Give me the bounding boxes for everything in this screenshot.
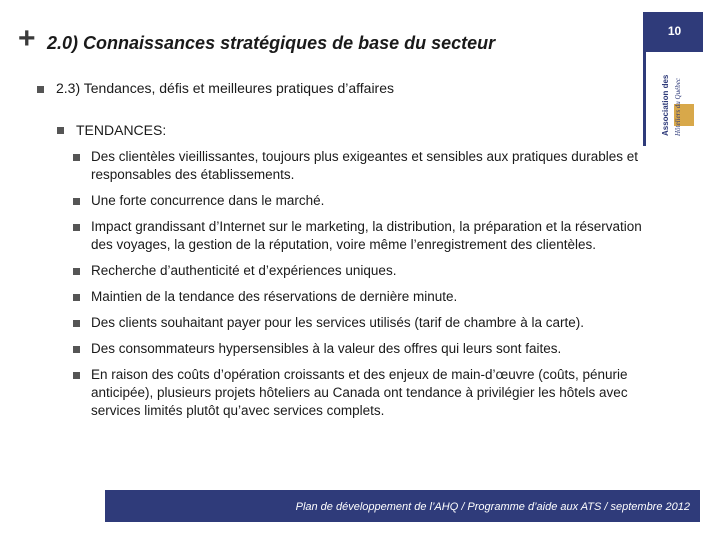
bullet-icon [73, 346, 80, 353]
footer-text: Plan de développement de l’AHQ / Programme d’aide aux ATS / septembre 2012 [295, 501, 690, 513]
list-item [70, 192, 650, 210]
bullet-level2-icon [57, 127, 64, 134]
section-plus-marker: + [18, 22, 36, 55]
slide-title: 2.0) Connaissances stratégiques de base du secteur [47, 33, 496, 53]
tendances-label: TENDANCES [76, 122, 163, 138]
list-item [70, 262, 650, 280]
logo-text-line2: Hôteliers du Québec [674, 78, 682, 136]
bullet-level1-icon [37, 86, 44, 93]
tendances-colon: : [162, 122, 167, 138]
list-item-text: Recherche d’authenticité et d’expériences uniques. [91, 263, 397, 278]
bullet-icon [73, 320, 80, 327]
bullet-icon [73, 154, 80, 161]
association-logo [654, 56, 698, 142]
list-item-text: Impact grandissant d’Internet sur le marketing, la distribution, la préparation et la réservation des voyages, la gestion de la réputation, voire même l’enregistrement des clientèles. [91, 219, 642, 252]
list-item-text: En raison des coûts d’opération croissants et des enjeux de main-d’œuvre (coûts, pénurie anticipée), plusieurs projets hôteliers au Canada ont tendance à privilégier les hôtels avec services limités plutôt qu’avec services complets. [91, 367, 628, 418]
list-item-text: Des consommateurs hypersensibles à la valeur des offres qui leurs sont faites. [91, 341, 562, 356]
list-item-text: Des clients souhaitant payer pour les services utilisés (tarif de chambre à la carte). [91, 315, 584, 330]
bullet-icon [73, 294, 80, 301]
list-item [70, 340, 650, 358]
list-item [70, 366, 650, 420]
list-item-text: Maintien de la tendance des réservations de dernière minute. [91, 289, 458, 304]
list-item [70, 148, 650, 184]
list-item [70, 288, 650, 306]
list-item [70, 314, 650, 332]
logo-text-line1: Association des [661, 74, 670, 136]
bullet-icon [73, 268, 80, 275]
tendances-heading [76, 122, 166, 138]
logo-panel [643, 12, 706, 146]
section-subtitle: 2.3) Tendances, défis et meilleures pratiques d’affaires [56, 80, 395, 96]
bullet-icon [73, 198, 80, 205]
bullet-icon [73, 224, 80, 231]
list-item [70, 218, 650, 254]
list-item-text: Des clientèles vieillissantes, toujours plus exigeantes et sensibles aux pratiques durables et responsables des établissements. [91, 149, 639, 182]
list-item-text: Une forte concurrence dans le marché. [91, 193, 325, 208]
trends-list [70, 146, 650, 420]
slide-number: 10 [667, 24, 682, 38]
footer-bar [105, 490, 700, 522]
bullet-icon [73, 372, 80, 379]
slide-number-bar [646, 12, 703, 52]
